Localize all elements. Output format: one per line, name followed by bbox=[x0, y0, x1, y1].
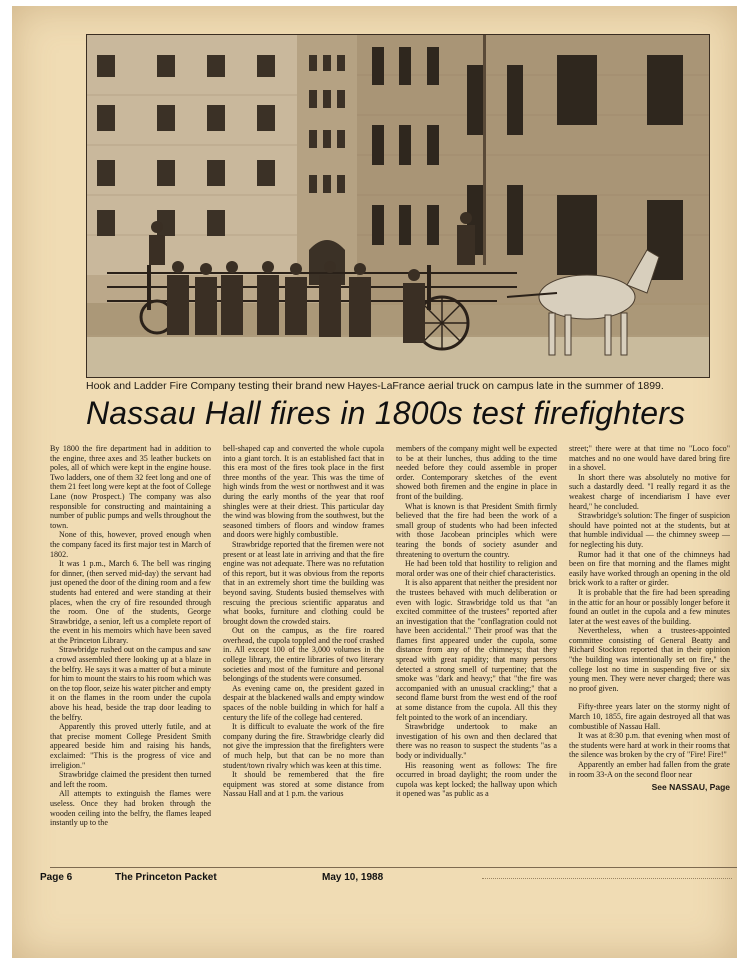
article-headline: Nassau Hall fires in 1800s test firefighters bbox=[86, 395, 686, 431]
page-number: Page 6 bbox=[40, 872, 73, 883]
footer-dotted-line bbox=[482, 878, 732, 880]
paragraph: Fifty-three years later on the stormy night of March 10, 1855, fire again destroyed all that was combustible of Nassau Hall. bbox=[569, 702, 730, 731]
paragraph: street;" there were at that time no "Loco foco" matches and no one would have dared bring fire in a shovel. bbox=[569, 444, 730, 473]
paragraph: It was 1 p.m., March 6. The bell was ringing for dinner, (then served mid-day) the servant had just opened the door of the dining room and a few students had entered and were standing at their places, when the cry of fire resounded through the room. One of the students, George Strawbridge, a senior, left us a complete report of the event in his memoirs which have been saved at the Princeton Library. bbox=[50, 559, 211, 645]
newspaper-page bbox=[12, 6, 737, 958]
continued-reference: See NASSAU, Page bbox=[651, 782, 730, 793]
paragraph: It is also apparent that neither the president nor the trustees behaved with much deliberation or even with logic. Strawbridge told us that "an excited committee of the trustees" reported after an investigation that the "conflagration could not have been accidental." Their proof was that the flames first appeared under the cupola, some distance from any of the chimneys; that they spread with great rapidity; that many persons detected a strong smell of turpentine; that the smoke was "dark and heavy;" that "the fire was accompanied with an unusual crackling;" that a second flame burst from the west end of the roof at some distance from the cupola. All this they felt pointed to the work of an incendiary. bbox=[396, 578, 557, 722]
paragraph: He had been told that hostility to religion and moral order was one of their chief characteristics. bbox=[396, 559, 557, 578]
fire-company-photo bbox=[86, 34, 710, 378]
paragraph: It was at 8:30 p.m. that evening when most of the students were hard at work in their rooms that the silence was broken by the cry of "Fire! Fire!" bbox=[569, 731, 730, 760]
paragraph: Apparently this proved utterly futile, and at that precise moment College President Smith appeared beside him and raising his hands, exclaimed: "This is the progress of vice and irreligion." bbox=[50, 722, 211, 770]
paragraph: Strawbridge's solution: The finger of suspicion should have pointed not at the students, but at that humble individual — the chimney sweep — for neglecting his duty. bbox=[569, 511, 730, 549]
paragraph: In short there was absolutely no motive for such a dastardly deed. "I really regard it as the weakest charge of incendiarism I have ever heard," he concluded. bbox=[569, 472, 730, 511]
paragraph: It should be remembered that the fire equipment was stored at some distance from Nassau Hall and at 1 p.m. the various bbox=[223, 770, 384, 799]
paragraph: Nevertheless, when a trustees-appointed committee consisting of General Beatty and Richard Stockton reported that in their opinion "the building was intentionally set on fire," the college lost no time in suspending five or six young men. They were never charged; there was no proof given. bbox=[569, 626, 730, 693]
article-column-2 bbox=[223, 444, 384, 864]
paragraph: members of the company might well be expected to be at their lunches, thus adding to the time needed before they could assemble in proper order. Contemporary sketches of the event showed both firemen and the engine in place in front of the building. bbox=[396, 444, 557, 501]
paragraph: All attempts to extinguish the flames were useless. Once they had broken through the wooden ceiling into the belfry, the flames leaped instantly up to the bbox=[50, 789, 211, 828]
paragraph: Apparently an ember had fallen from the grate in room 33-A on the second floor near bbox=[569, 760, 730, 779]
paragraph: Rumor had it that one of the chimneys had been on fire that morning and the flames might easily have worked through an opening in the old brick work to a rafter or girder. bbox=[569, 549, 730, 588]
paragraph: bell-shaped cap and converted the whole cupola into a giant torch. It is an established fact that in this era most of the fires took place in the first three months of the year. This was the time of high winds from the west or northwest and it was during the early months of the year that roof shingles were at their driest. This particular day the wind was blowing from the southwest, but the seasoned timbers of floors and window frames and doors were highly combustible. bbox=[223, 444, 384, 540]
paragraph: Out on the campus, as the fire roared overhead, the cupola toppled and the roof crashed in. All except 100 of the 3,000 volumes in the college library, the entire libraries of two literary societies and most of the furniture and personal belongings of the students were consumed. bbox=[223, 626, 384, 684]
article-body bbox=[50, 444, 737, 864]
fire-company-photo-illustration bbox=[87, 35, 709, 377]
paragraph: Strawbridge claimed the president then turned and left the room. bbox=[50, 770, 211, 789]
publication-date: May 10, 1988 bbox=[322, 872, 384, 883]
paragraph: None of this, however, proved enough when the company faced its first major test in March of 1802. bbox=[50, 530, 211, 559]
article-column-1 bbox=[50, 444, 211, 864]
publication-name: The Princeton Packet bbox=[115, 872, 217, 883]
paragraph: As evening came on, the president gazed in despair at the blackened walls and empty window spaces of the noble building in which for half a century the life of the college had centered. bbox=[223, 683, 384, 722]
paragraph: Strawbridge undertook to make an investigation of his own and then declared that there was no reason to suspect the students "as a body or individually." bbox=[396, 722, 557, 760]
paragraph: Strawbridge reported that the firemen were not present or at least late in arriving and that the fire engine was not adequate. There was no refutation of this report, but it was obvious from the reports that in an extremely short time the building was beyond saving. Students busied themselves with rescuing the precious scientific apparatus and what books, furniture and clothing could be brought down the crowded stairs. bbox=[223, 539, 384, 626]
photo-caption: Hook and Ladder Fire Company testing their brand new Hayes-LaFrance aerial truck on campus late in the summer of 1899. bbox=[86, 380, 664, 392]
paragraph: It is difficult to evaluate the work of the fire company during the fire. Strawbridge clearly did not give the impression that the firefighters were of much help, but that can be no more than student/town rivalry which was keen at this time. bbox=[223, 722, 384, 770]
article-column-3 bbox=[396, 444, 557, 864]
footer-rule bbox=[50, 867, 737, 868]
paragraph: By 1800 the fire department had in addition to the engine, three axes and 35 leather buckets on poles, all of which were kept in the engine house. Two ladders, one of them 32 feet long and one of them 21 feet long were kept at the foot of College Lane (now Prospect.) The company was also responsible for constructing and maintaining a number of public pumps and wells throughout the town. bbox=[50, 444, 211, 530]
paragraph: It is probable that the fire had been spreading in the attic for an hour or possibly longer before it found an outlet in the cupola and a few minutes later at the west eaves of the building. bbox=[569, 587, 730, 626]
paragraph: His reasoning went as follows: The fire occurred in broad daylight; the room under the cupola was kept locked; the hallway upon which it opened was "as public as a bbox=[396, 760, 557, 799]
article-column-4 bbox=[569, 444, 730, 864]
paragraph: Strawbridge rushed out on the campus and saw a crowd assembled there looking up at a blaze in the belfry. He says it was a matter of but a minute for him to mount the stairs to his room which was on the top floor, seize his water pitcher and empty it on the flames in the room under the cupola above his head, beside the trap door leading to the belfry. bbox=[50, 645, 211, 722]
paragraph: What is known is that President Smith firmly believed that the fire had been the work of a small group of students who had been infected with those Jacobean principles which were tearing the bonds of society asunder and threatening to overturn the country. bbox=[396, 501, 557, 559]
